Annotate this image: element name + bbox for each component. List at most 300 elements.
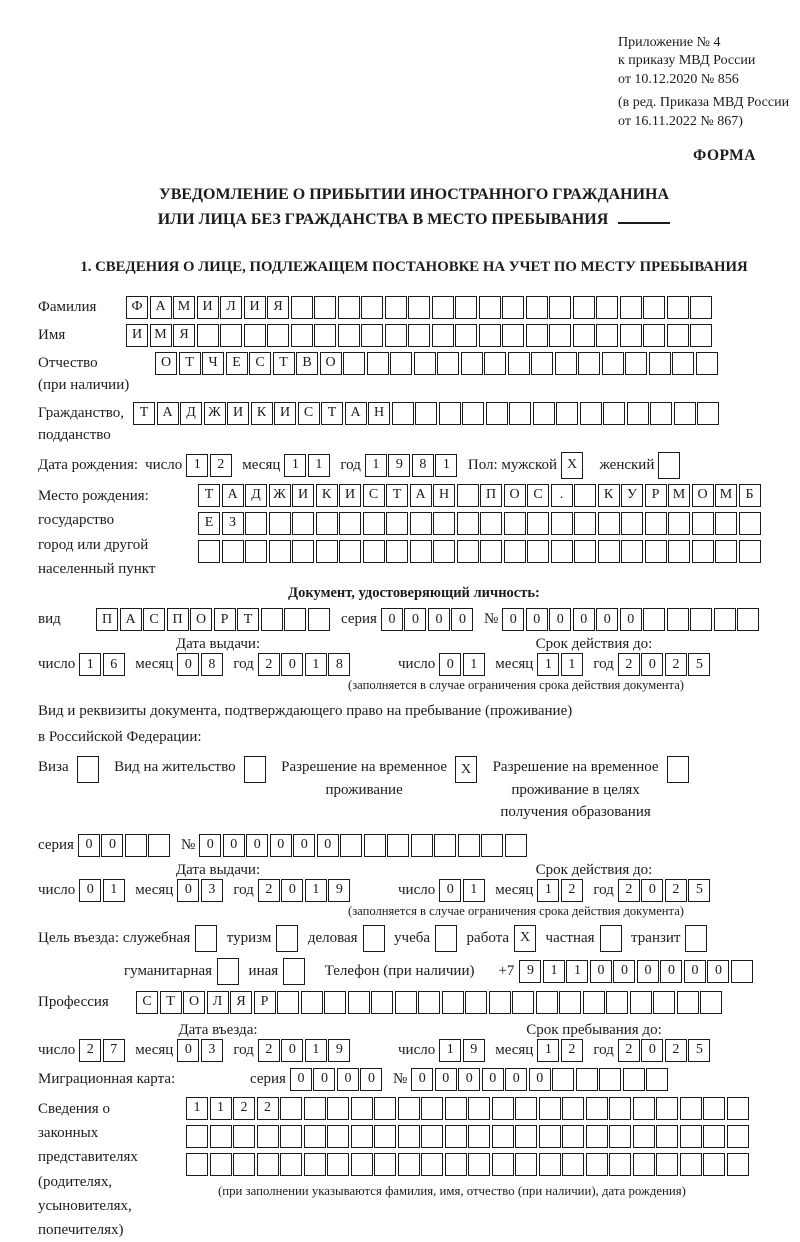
char-cell[interactable]	[697, 402, 719, 425]
char-cell[interactable]	[304, 1097, 326, 1120]
char-cell[interactable]: 2	[665, 1039, 687, 1062]
char-cell[interactable]: X	[455, 756, 477, 783]
char-cell[interactable]: 0	[199, 834, 221, 857]
char-cell[interactable]: О	[183, 991, 205, 1014]
char-cell[interactable]	[481, 834, 503, 857]
char-cell[interactable]	[623, 1068, 645, 1091]
char-cell[interactable]	[222, 540, 244, 563]
char-cell[interactable]: 1	[561, 653, 583, 676]
char-cell[interactable]: 0	[411, 1068, 433, 1091]
char-cell[interactable]: Б	[739, 484, 761, 507]
char-cell[interactable]	[244, 756, 266, 783]
char-cell[interactable]	[583, 991, 605, 1014]
char-cell[interactable]: 0	[641, 879, 663, 902]
char-cell[interactable]: 1	[566, 960, 588, 983]
char-cell[interactable]: С	[298, 402, 320, 425]
char-cell[interactable]	[649, 352, 671, 375]
char-cell[interactable]	[435, 925, 457, 952]
char-cell[interactable]	[692, 540, 714, 563]
char-cell[interactable]	[620, 296, 642, 319]
char-cell[interactable]	[658, 452, 680, 479]
char-cell[interactable]	[210, 1153, 232, 1176]
char-cell[interactable]	[301, 991, 323, 1014]
char-cell[interactable]: 8	[412, 454, 434, 477]
char-cell[interactable]: 1	[305, 1039, 327, 1062]
char-cell[interactable]: 9	[519, 960, 541, 983]
char-cell[interactable]: 2	[258, 1039, 280, 1062]
char-cell[interactable]	[385, 296, 407, 319]
char-cell[interactable]: 0	[223, 834, 245, 857]
char-cell[interactable]	[277, 991, 299, 1014]
char-cell[interactable]: 1	[537, 879, 559, 902]
char-cell[interactable]	[559, 991, 581, 1014]
char-cell[interactable]	[455, 324, 477, 347]
char-cell[interactable]: 6	[103, 653, 125, 676]
char-cell[interactable]	[77, 756, 99, 783]
char-cell[interactable]: А	[157, 402, 179, 425]
char-cell[interactable]	[715, 540, 737, 563]
char-cell[interactable]	[515, 1097, 537, 1120]
char-cell[interactable]	[421, 1153, 443, 1176]
char-cell[interactable]	[432, 324, 454, 347]
char-cell[interactable]: 1	[537, 653, 559, 676]
char-cell[interactable]: Ж	[204, 402, 226, 425]
char-cell[interactable]	[576, 1068, 598, 1091]
char-cell[interactable]	[283, 958, 305, 985]
char-cell[interactable]: 2	[258, 879, 280, 902]
char-cell[interactable]	[276, 925, 298, 952]
char-cell[interactable]	[727, 1125, 749, 1148]
char-cell[interactable]	[468, 1097, 490, 1120]
char-cell[interactable]: 0	[529, 1068, 551, 1091]
char-cell[interactable]: 0	[637, 960, 659, 983]
char-cell[interactable]	[351, 1097, 373, 1120]
char-cell[interactable]	[526, 296, 548, 319]
char-cell[interactable]: 1	[435, 454, 457, 477]
char-cell[interactable]	[656, 1153, 678, 1176]
char-cell[interactable]	[714, 608, 736, 631]
char-cell[interactable]: О	[190, 608, 212, 631]
char-cell[interactable]	[210, 1125, 232, 1148]
char-cell[interactable]	[596, 296, 618, 319]
char-cell[interactable]: 2	[618, 653, 640, 676]
char-cell[interactable]	[600, 925, 622, 952]
char-cell[interactable]	[667, 608, 689, 631]
char-cell[interactable]	[549, 324, 571, 347]
char-cell[interactable]: 0	[293, 834, 315, 857]
char-cell[interactable]	[465, 991, 487, 1014]
char-cell[interactable]: 0	[707, 960, 729, 983]
char-cell[interactable]	[198, 540, 220, 563]
char-cell[interactable]: Ф	[126, 296, 148, 319]
char-cell[interactable]: 2	[618, 1039, 640, 1062]
char-cell[interactable]: 0	[502, 608, 524, 631]
char-cell[interactable]	[457, 512, 479, 535]
char-cell[interactable]: К	[598, 484, 620, 507]
char-cell[interactable]: 0	[590, 960, 612, 983]
char-cell[interactable]: Т	[386, 484, 408, 507]
char-cell[interactable]: 2	[79, 1039, 101, 1062]
char-cell[interactable]	[549, 296, 571, 319]
char-cell[interactable]	[551, 540, 573, 563]
char-cell[interactable]: Н	[368, 402, 390, 425]
char-cell[interactable]	[408, 296, 430, 319]
char-cell[interactable]	[690, 296, 712, 319]
char-cell[interactable]	[432, 296, 454, 319]
char-cell[interactable]	[327, 1097, 349, 1120]
char-cell[interactable]	[261, 608, 283, 631]
char-cell[interactable]: Ж	[269, 484, 291, 507]
char-cell[interactable]: 0	[177, 653, 199, 676]
char-cell[interactable]: 0	[573, 608, 595, 631]
char-cell[interactable]: С	[527, 484, 549, 507]
char-cell[interactable]: М	[173, 296, 195, 319]
char-cell[interactable]	[574, 512, 596, 535]
char-cell[interactable]: М	[715, 484, 737, 507]
char-cell[interactable]: 0	[270, 834, 292, 857]
char-cell[interactable]	[680, 1125, 702, 1148]
char-cell[interactable]	[643, 296, 665, 319]
char-cell[interactable]	[606, 991, 628, 1014]
char-cell[interactable]	[148, 834, 170, 857]
char-cell[interactable]: М	[668, 484, 690, 507]
char-cell[interactable]	[308, 608, 330, 631]
char-cell[interactable]	[512, 991, 534, 1014]
char-cell[interactable]: Я	[230, 991, 252, 1014]
char-cell[interactable]	[646, 1068, 668, 1091]
char-cell[interactable]: 0	[177, 879, 199, 902]
char-cell[interactable]	[739, 512, 761, 535]
char-cell[interactable]	[364, 834, 386, 857]
char-cell[interactable]	[484, 352, 506, 375]
char-cell[interactable]: 0	[317, 834, 339, 857]
char-cell[interactable]: Ч	[202, 352, 224, 375]
char-cell[interactable]: 0	[660, 960, 682, 983]
char-cell[interactable]	[304, 1153, 326, 1176]
char-cell[interactable]	[433, 512, 455, 535]
char-cell[interactable]	[434, 834, 456, 857]
char-cell[interactable]: Д	[245, 484, 267, 507]
char-cell[interactable]: 0	[505, 1068, 527, 1091]
char-cell[interactable]	[715, 512, 737, 535]
char-cell[interactable]: И	[244, 296, 266, 319]
char-cell[interactable]: 0	[641, 1039, 663, 1062]
char-cell[interactable]: 0	[451, 608, 473, 631]
char-cell[interactable]	[630, 991, 652, 1014]
char-cell[interactable]	[374, 1097, 396, 1120]
char-cell[interactable]: 0	[79, 879, 101, 902]
char-cell[interactable]	[562, 1125, 584, 1148]
char-cell[interactable]	[643, 324, 665, 347]
char-cell[interactable]	[371, 991, 393, 1014]
char-cell[interactable]: 1	[186, 1097, 208, 1120]
char-cell[interactable]: 8	[201, 653, 223, 676]
char-cell[interactable]: 1	[463, 879, 485, 902]
char-cell[interactable]	[348, 991, 370, 1014]
char-cell[interactable]: 2	[665, 879, 687, 902]
char-cell[interactable]: К	[251, 402, 273, 425]
char-cell[interactable]: 1	[210, 1097, 232, 1120]
char-cell[interactable]: 0	[526, 608, 548, 631]
char-cell[interactable]	[392, 402, 414, 425]
char-cell[interactable]	[339, 540, 361, 563]
char-cell[interactable]	[361, 324, 383, 347]
char-cell[interactable]	[269, 540, 291, 563]
char-cell[interactable]: 0	[428, 608, 450, 631]
char-cell[interactable]: З	[222, 512, 244, 535]
char-cell[interactable]	[690, 608, 712, 631]
char-cell[interactable]	[555, 352, 577, 375]
char-cell[interactable]	[527, 512, 549, 535]
char-cell[interactable]	[527, 540, 549, 563]
char-cell[interactable]: 2	[258, 653, 280, 676]
char-cell[interactable]: 1	[308, 454, 330, 477]
char-cell[interactable]	[586, 1125, 608, 1148]
char-cell[interactable]: 9	[463, 1039, 485, 1062]
char-cell[interactable]	[526, 324, 548, 347]
char-cell[interactable]	[668, 540, 690, 563]
char-cell[interactable]	[387, 834, 409, 857]
char-cell[interactable]	[374, 1153, 396, 1176]
char-cell[interactable]: М	[150, 324, 172, 347]
char-cell[interactable]	[645, 540, 667, 563]
char-cell[interactable]: Т	[160, 991, 182, 1014]
char-cell[interactable]: Н	[433, 484, 455, 507]
char-cell[interactable]	[533, 402, 555, 425]
char-cell[interactable]	[539, 1153, 561, 1176]
char-cell[interactable]	[509, 402, 531, 425]
char-cell[interactable]: 0	[337, 1068, 359, 1091]
char-cell[interactable]	[667, 296, 689, 319]
char-cell[interactable]: 5	[688, 1039, 710, 1062]
char-cell[interactable]: 3	[201, 879, 223, 902]
char-cell[interactable]	[410, 540, 432, 563]
char-cell[interactable]	[703, 1125, 725, 1148]
char-cell[interactable]: 1	[365, 454, 387, 477]
char-cell[interactable]	[284, 608, 306, 631]
char-cell[interactable]	[685, 925, 707, 952]
char-cell[interactable]	[445, 1125, 467, 1148]
char-cell[interactable]	[539, 1125, 561, 1148]
char-cell[interactable]	[703, 1097, 725, 1120]
char-cell[interactable]	[280, 1153, 302, 1176]
char-cell[interactable]: Т	[198, 484, 220, 507]
char-cell[interactable]	[340, 834, 362, 857]
char-cell[interactable]	[667, 756, 689, 783]
char-cell[interactable]	[442, 991, 464, 1014]
char-cell[interactable]	[486, 402, 508, 425]
char-cell[interactable]	[411, 834, 433, 857]
char-cell[interactable]: 2	[665, 653, 687, 676]
char-cell[interactable]	[515, 1153, 537, 1176]
char-cell[interactable]: Т	[133, 402, 155, 425]
char-cell[interactable]: 2	[210, 454, 232, 477]
char-cell[interactable]	[395, 991, 417, 1014]
char-cell[interactable]	[602, 352, 624, 375]
char-cell[interactable]: 1	[186, 454, 208, 477]
char-cell[interactable]	[468, 1153, 490, 1176]
char-cell[interactable]: 0	[246, 834, 268, 857]
char-cell[interactable]	[363, 512, 385, 535]
char-cell[interactable]: 1	[543, 960, 565, 983]
char-cell[interactable]: 8	[328, 653, 350, 676]
char-cell[interactable]: 5	[688, 879, 710, 902]
char-cell[interactable]	[574, 484, 596, 507]
char-cell[interactable]: А	[410, 484, 432, 507]
char-cell[interactable]	[390, 352, 412, 375]
char-cell[interactable]	[267, 324, 289, 347]
char-cell[interactable]: 2	[561, 1039, 583, 1062]
char-cell[interactable]: 0	[281, 879, 303, 902]
char-cell[interactable]: 0	[439, 653, 461, 676]
char-cell[interactable]	[502, 324, 524, 347]
char-cell[interactable]	[727, 1153, 749, 1176]
char-cell[interactable]	[674, 402, 696, 425]
char-cell[interactable]	[668, 512, 690, 535]
char-cell[interactable]	[609, 1153, 631, 1176]
char-cell[interactable]	[531, 352, 553, 375]
char-cell[interactable]	[609, 1097, 631, 1120]
char-cell[interactable]	[539, 1097, 561, 1120]
char-cell[interactable]	[244, 324, 266, 347]
char-cell[interactable]: 1	[439, 1039, 461, 1062]
char-cell[interactable]: И	[274, 402, 296, 425]
char-cell[interactable]	[363, 925, 385, 952]
char-cell[interactable]: Д	[180, 402, 202, 425]
char-cell[interactable]	[292, 512, 314, 535]
char-cell[interactable]: П	[480, 484, 502, 507]
char-cell[interactable]: И	[339, 484, 361, 507]
char-cell[interactable]: Т	[179, 352, 201, 375]
char-cell[interactable]	[316, 512, 338, 535]
char-cell[interactable]: И	[227, 402, 249, 425]
char-cell[interactable]: П	[96, 608, 118, 631]
char-cell[interactable]: 2	[257, 1097, 279, 1120]
char-cell[interactable]: 0	[684, 960, 706, 983]
char-cell[interactable]	[515, 1125, 537, 1148]
char-cell[interactable]: О	[504, 484, 526, 507]
char-cell[interactable]	[439, 402, 461, 425]
char-cell[interactable]	[677, 991, 699, 1014]
char-cell[interactable]	[479, 324, 501, 347]
char-cell[interactable]	[351, 1125, 373, 1148]
char-cell[interactable]	[314, 324, 336, 347]
char-cell[interactable]	[656, 1125, 678, 1148]
char-cell[interactable]	[367, 352, 389, 375]
char-cell[interactable]	[505, 834, 527, 857]
char-cell[interactable]	[363, 540, 385, 563]
char-cell[interactable]	[680, 1153, 702, 1176]
char-cell[interactable]	[504, 512, 526, 535]
char-cell[interactable]: К	[316, 484, 338, 507]
char-cell[interactable]	[502, 296, 524, 319]
char-cell[interactable]	[574, 540, 596, 563]
char-cell[interactable]: И	[292, 484, 314, 507]
char-cell[interactable]: 0	[435, 1068, 457, 1091]
char-cell[interactable]	[233, 1153, 255, 1176]
char-cell[interactable]	[621, 540, 643, 563]
char-cell[interactable]	[625, 352, 647, 375]
char-cell[interactable]	[598, 512, 620, 535]
char-cell[interactable]: И	[126, 324, 148, 347]
char-cell[interactable]	[504, 540, 526, 563]
char-cell[interactable]	[233, 1125, 255, 1148]
char-cell[interactable]	[621, 512, 643, 535]
char-cell[interactable]: Л	[207, 991, 229, 1014]
char-cell[interactable]: Р	[645, 484, 667, 507]
char-cell[interactable]: 1	[103, 879, 125, 902]
char-cell[interactable]	[633, 1125, 655, 1148]
char-cell[interactable]	[492, 1125, 514, 1148]
char-cell[interactable]: 1	[537, 1039, 559, 1062]
char-cell[interactable]	[562, 1153, 584, 1176]
char-cell[interactable]	[292, 540, 314, 563]
char-cell[interactable]	[633, 1153, 655, 1176]
char-cell[interactable]	[410, 512, 432, 535]
char-cell[interactable]	[339, 512, 361, 535]
char-cell[interactable]	[468, 1125, 490, 1148]
char-cell[interactable]: 2	[618, 879, 640, 902]
char-cell[interactable]: Р	[254, 991, 276, 1014]
char-cell[interactable]: О	[155, 352, 177, 375]
char-cell[interactable]: 0	[620, 608, 642, 631]
char-cell[interactable]	[245, 512, 267, 535]
char-cell[interactable]	[220, 324, 242, 347]
char-cell[interactable]	[703, 1153, 725, 1176]
char-cell[interactable]: Л	[220, 296, 242, 319]
char-cell[interactable]: 0	[101, 834, 123, 857]
char-cell[interactable]	[314, 296, 336, 319]
char-cell[interactable]: С	[143, 608, 165, 631]
char-cell[interactable]	[731, 960, 753, 983]
char-cell[interactable]: И	[197, 296, 219, 319]
char-cell[interactable]	[338, 324, 360, 347]
char-cell[interactable]	[327, 1125, 349, 1148]
char-cell[interactable]	[351, 1153, 373, 1176]
char-cell[interactable]	[700, 991, 722, 1014]
char-cell[interactable]: С	[249, 352, 271, 375]
char-cell[interactable]: А	[345, 402, 367, 425]
char-cell[interactable]	[489, 991, 511, 1014]
char-cell[interactable]	[645, 512, 667, 535]
char-cell[interactable]: 1	[305, 653, 327, 676]
char-cell[interactable]	[455, 296, 477, 319]
char-cell[interactable]	[418, 991, 440, 1014]
char-cell[interactable]: У	[621, 484, 643, 507]
char-cell[interactable]	[433, 540, 455, 563]
char-cell[interactable]	[304, 1125, 326, 1148]
char-cell[interactable]	[552, 1068, 574, 1091]
char-cell[interactable]: 0	[404, 608, 426, 631]
char-cell[interactable]	[217, 958, 239, 985]
char-cell[interactable]: Т	[273, 352, 295, 375]
char-cell[interactable]	[280, 1097, 302, 1120]
char-cell[interactable]	[445, 1097, 467, 1120]
char-cell[interactable]	[580, 402, 602, 425]
char-cell[interactable]	[551, 512, 573, 535]
char-cell[interactable]	[562, 1097, 584, 1120]
char-cell[interactable]	[437, 352, 459, 375]
char-cell[interactable]	[480, 540, 502, 563]
char-cell[interactable]	[338, 296, 360, 319]
char-cell[interactable]: 3	[201, 1039, 223, 1062]
char-cell[interactable]	[650, 402, 672, 425]
char-cell[interactable]	[421, 1125, 443, 1148]
char-cell[interactable]	[603, 402, 625, 425]
char-cell[interactable]: Е	[226, 352, 248, 375]
char-cell[interactable]	[727, 1097, 749, 1120]
char-cell[interactable]: 0	[482, 1068, 504, 1091]
